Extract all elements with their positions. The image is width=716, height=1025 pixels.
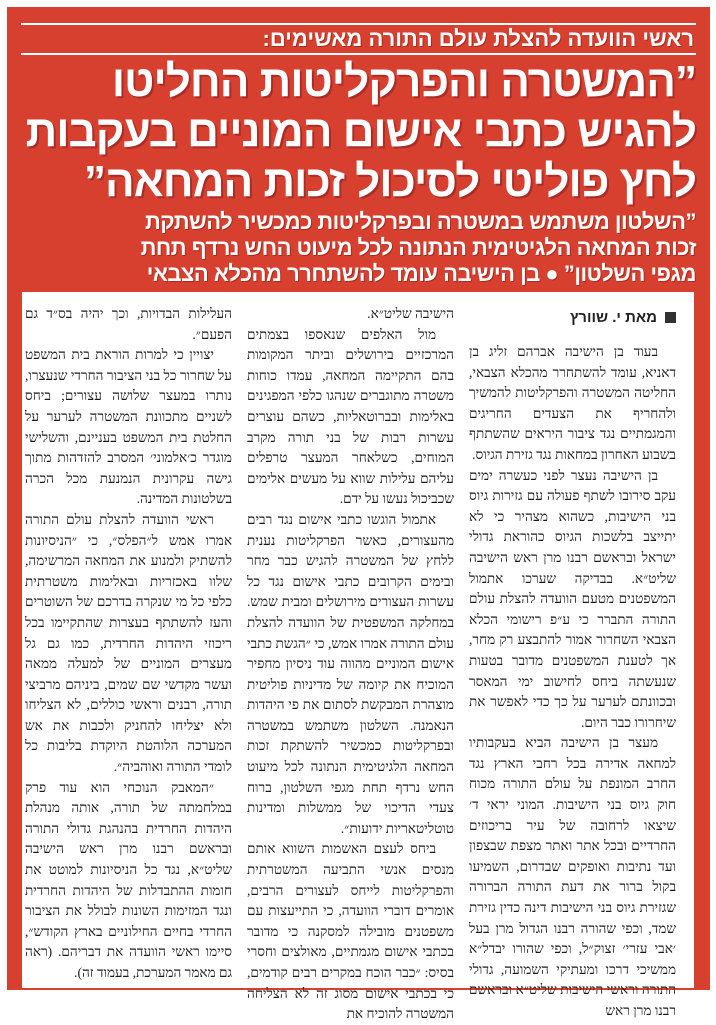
square-bullet-icon xyxy=(665,312,676,323)
paragraph: בן הישיבה נעצר לפני כעשרה ימים עקב סירובו לשתף פעולה עם גזירות גיוס בני הישיבות, כשהוא מצהיר כי לא יתייצב בלשכות הגיוס כהוראת גדולי ישראל ובראשם רבנו מרן ראש הישיבה שליט״א. בבדיקה שערכו אתמול המשפטנים מטעם הוועדה להצלת עולם התורה התברר כי ע״פ רישומי הכלא הצבאי השחרור אמור להתבצע רק מחר, אך לטענת המשפטנים מדובר בטעות שנעשתה ביחס לחישוב ימי המאסר ובכוונתם לערער על כך כדי לאפשר את שיחרורו כבר היום. xyxy=(469,467,676,730)
headline-line: להגיש כתבי אישום המוניים בעקבות xyxy=(25,107,696,156)
column-1 xyxy=(469,304,676,1022)
headline-line: לחץ פוליטי לסיכול זכות המחאה” xyxy=(84,157,696,206)
column-2 xyxy=(247,304,454,1025)
paragraph: העלילות הבדויות, וכך יהיה בס״ד גם הפעם״. xyxy=(25,306,232,342)
paragraph: אתמול הוגשו כתבי אישום נגד רבים מהעצורים, כאשר הפרקליטות נענית ללחץ של המשטרה להגיש כבר מחר ובימים הקרובים כתבי אישום נגד כל עשרות העצורים מירושלים ומבית שמש. במחלקה המשפטית של הוועדה להצלת עולם התורה אמרו אמש, כי ״הגשת כתבי אישום המוניים מהווה עוד ניסיון מחפיר המוכיח את קיומה של מדיניות פוליטית מוצהרת המבקשת לסתום את פי היהדות הנאמנה. השלטון משתמש במשטרה ובפרקליטות כמכשיר להשתקת זכות המחאה הלגיטימית הנתונה לכל מיעוט החש נרדף תחת מגפי השלטון, ברוח צעדי הדיכוי של ממשלות ומדינות טוטליטאריות ידועות״. xyxy=(247,511,454,836)
paragraph: מעצר בן הישיבה הביא בעקבותיו למחאה אדירה בכל רחבי הארץ נגד החרב המונפת על עולם התורה מכוח חוק גיוס בני הישיבות. המוני יראי ד׳ שיצאו לרחובה של עיר בריכוזים החרדיים ובכל אתר ואתר מצפת שבצפון ועד נתיבות ואופקים שבדרום, השמיעו בקול ברור את דעת התורה הברורה שגזירת גיוס בני הישיבות דינה כדין גזירת שמד, וכפי שהורה רבנו הגדול מרן בעל ׳אבי עזרי׳ זצוק״ל, וכפי שהורו יבדל״א ממשיכי דרכו ומעתיקי השמועה, גדולי התורה וראשי הישיבות שליט״א ובראשם רבנו מרן ראש xyxy=(469,735,676,1018)
paragraph: יצויין כי למרות הוראת בית המשפט על שחרור כל בני הציבור החרדי שנעצרו, נותרו במעצר שלושה עצורים; ביחס לשניים מתכוונת המשטרה לערער על החלטת בית המשפט בעניינם, והשלישי מוגדר כ׳אלמוני׳ המסרב להזדהות מתוך גישה עקרונית הנמנעת מכל הכרה בשלטונות המדינה. xyxy=(25,347,232,507)
headline-line: ”המשטרה והפרקליטות החליטו xyxy=(111,57,696,106)
paragraph: ביחס לעצם האשמות השווא אותם מנסים אנשי התביעה המשטרתית והפרקליטות לייחס לעצורים הרבים, אומרים דוברי הוועדה, כי התייעצות עם משפטנים מובילה למסקנה כי מדובר בכתבי אישום מגמתיים, מאולצים וחסרי בסיס: ״כבר הוכח במקרים רבים קודמים, כי בכתבי אישום מסוג זה לא הצליחה המשטרה להוכיח את xyxy=(247,841,454,1022)
kicker: ראשי הוועדה להצלת עולם התורה מאשימים: xyxy=(262,26,694,51)
subheadline-line: זכות המחאה הלגיטימית הנתונה לכל מיעוט החש נרדף תחת xyxy=(140,235,696,260)
paragraph: ראשי הוועדה להצלת עולם התורה אמרו אמש ל״הפלס״, כי ״הניסיונות להשתיק ולמנוע את המחאה המרשימה, שלוו באכזריות ובאלימות משטרתית כלפי כל מי שנקרה בדרכם של השוטרים והעז להשתתף בעצרות שהתקיימו בכל ריכוזי היהדות החרדית, כמו גם גל מעצרים המוניים של למעלה ממאה ועשר מקדשי שם שמים, ביניהם מרביצי תורה, רבנים וראשי כוללים, לא הצליחו ולא יצליחו להחניק ולכבות את אש המערכה הלוהטת היוקדת בליבות כל לומדי התורה ואוהביה״. xyxy=(25,511,232,775)
byline-text: מאת י. שוורץ xyxy=(570,309,657,326)
column-3 xyxy=(25,304,232,984)
paragraph: בעוד בן הישיבה אברהם זליג בן דאניא, עומד להשתחרר מהכלא הצבאי, החליטה המשטרה והפרקליטות להמשיך ולהחריף את הצעדים החריגים והמגמתיים נגד ציבור היראים שהשתתף בשבוע האחרון במחאות נגד גזירת הגיוס. xyxy=(469,344,676,462)
paragraph: הישיבה שליט״א. xyxy=(367,306,454,321)
article-header-band xyxy=(7,7,710,1022)
byline xyxy=(469,308,676,328)
paragraph: ״המאבק הנוכחי הוא עוד פרק במלחמתה של תורה, אותה מנהלת היהדות החרדית בהנהגת גדולי התורה ובראשם רבנו מרן ראש הישיבה שליט״א, נגד כל הניסיונות למוטט את חומות ההתבדלות של היהדות החרדית ונגד המזימות השונות לבולל את הציבור החרדי בחיים החילוניים בארץ הקודש״, סיימו ראשי הוועדה את דבריהם. (ראה גם מאמר המערכת, בעמוד זה). xyxy=(25,779,232,980)
headline xyxy=(21,57,696,207)
kicker-bottom-rule xyxy=(21,53,696,55)
subheadline xyxy=(21,209,696,287)
subheadline-line: מגפי השלטון” ● בן הישיבה עומד להשתחרר מהכלא הצבאי xyxy=(146,261,696,286)
kicker-top-rule xyxy=(21,23,696,25)
subheadline-line: ”השלטון משתמש במשטרה ובפרקליטות כמכשיר להשתקת xyxy=(144,209,696,234)
paragraph: מול האלפים שנאספו בצמתים המרכזיים בירושלים וביתר המקומות בהם התקיימה המחאה, עמדו כוחות משטרה מתוגברים שנהגו כלפי המפגינים באלימות ובברוטאליות, כשהם עוצרים עשרות רבות של בני תורה מקרב המוחים, כשלאחר המעצר טרפלים עליהם עלילות שווא על מעשים אלימים שכביכול נעשו על ידם. xyxy=(247,326,454,507)
article-body xyxy=(22,292,694,1022)
